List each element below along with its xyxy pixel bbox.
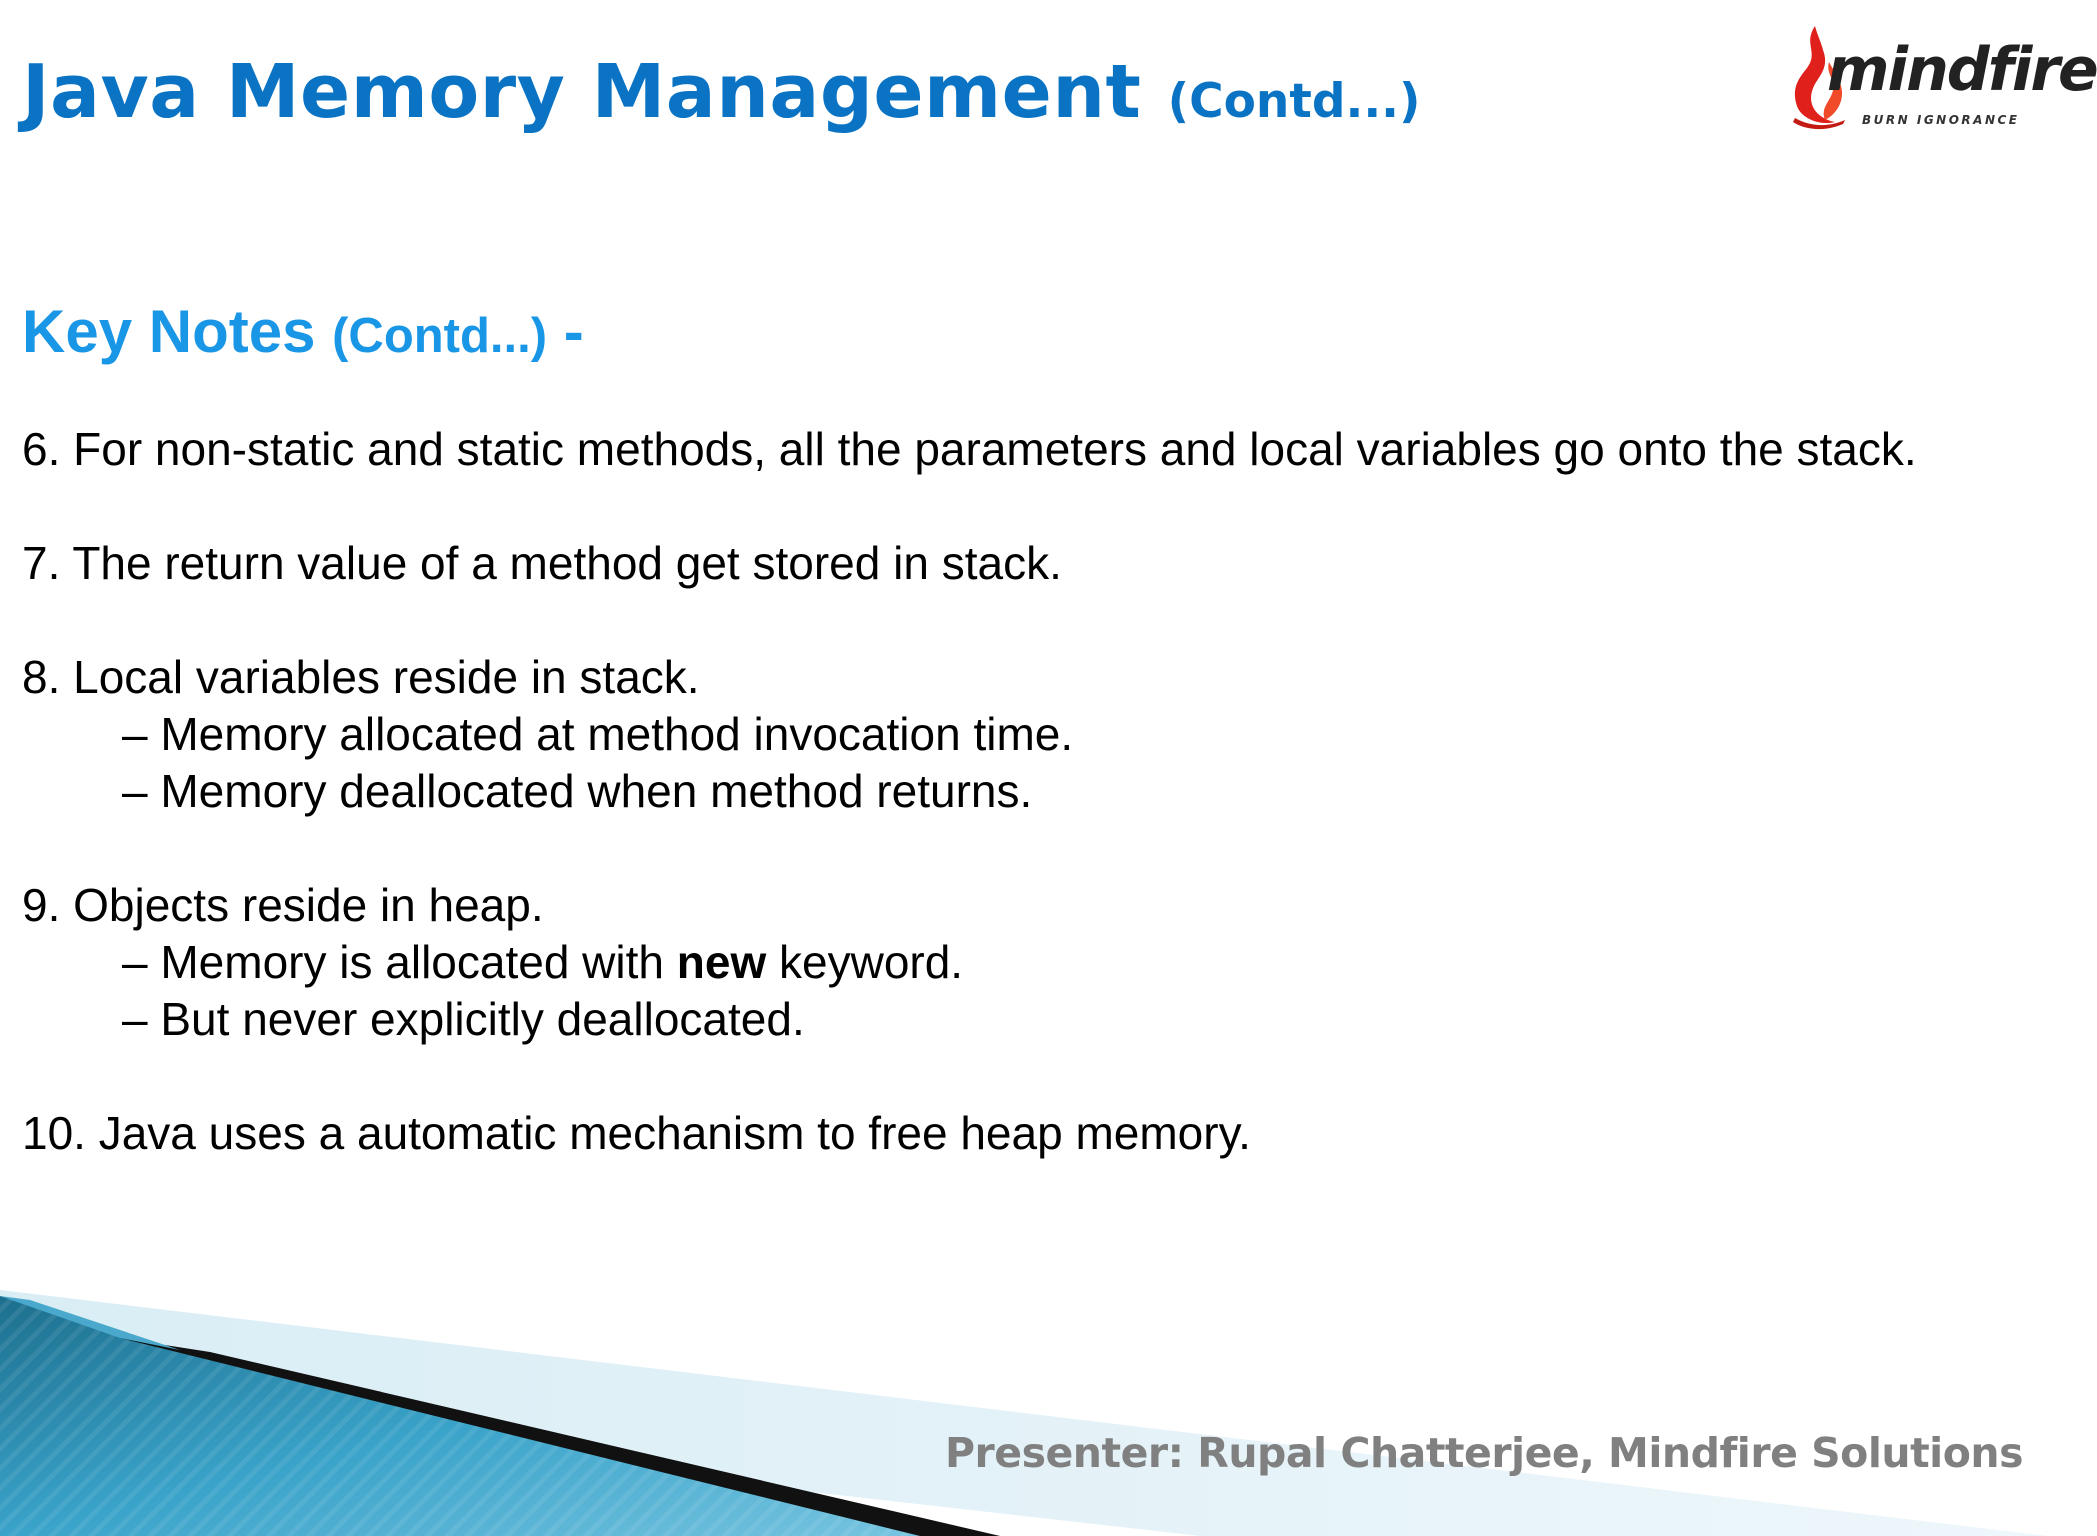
logo-wordmark: mindfire bbox=[1827, 35, 2097, 105]
keyword-new: new bbox=[676, 936, 767, 988]
slide-title-main: Java Memory Management bbox=[22, 49, 1142, 135]
note-9-sub-1-pre: – Memory is allocated with bbox=[122, 936, 677, 988]
note-9: 9. Objects reside in heap. bbox=[22, 879, 544, 931]
note-6: 6. For non-static and static methods, all the parameters and local variables go onto the stack. bbox=[22, 423, 1917, 475]
note-7: 7. The return value of a method get stored in stack. bbox=[22, 537, 1062, 589]
logo-tagline: BURN IGNORANCE bbox=[1862, 113, 2020, 127]
section-heading-dash: - bbox=[547, 298, 584, 365]
note-8-sub-1: – Memory allocated at method invocation time. bbox=[122, 708, 1074, 760]
note-8-sub-2: – Memory deallocated when method returns. bbox=[122, 765, 1033, 817]
note-8: 8. Local variables reside in stack. bbox=[22, 651, 700, 703]
note-9-sub-1-post: keyword. bbox=[766, 936, 964, 988]
note-10: 10. Java uses a automatic mechanism to free heap memory. bbox=[22, 1107, 1251, 1159]
section-heading-paren: (Contd...) bbox=[332, 309, 548, 363]
presenter-credit: Presenter: Rupal Chatterjee, Mindfire Solutions bbox=[945, 1429, 2023, 1477]
note-9-sub-2: – But never explicitly deallocated. bbox=[122, 993, 805, 1045]
section-heading-main: Key Notes bbox=[22, 298, 316, 365]
slide-title-suffix: (Contd...) bbox=[1167, 74, 1421, 129]
